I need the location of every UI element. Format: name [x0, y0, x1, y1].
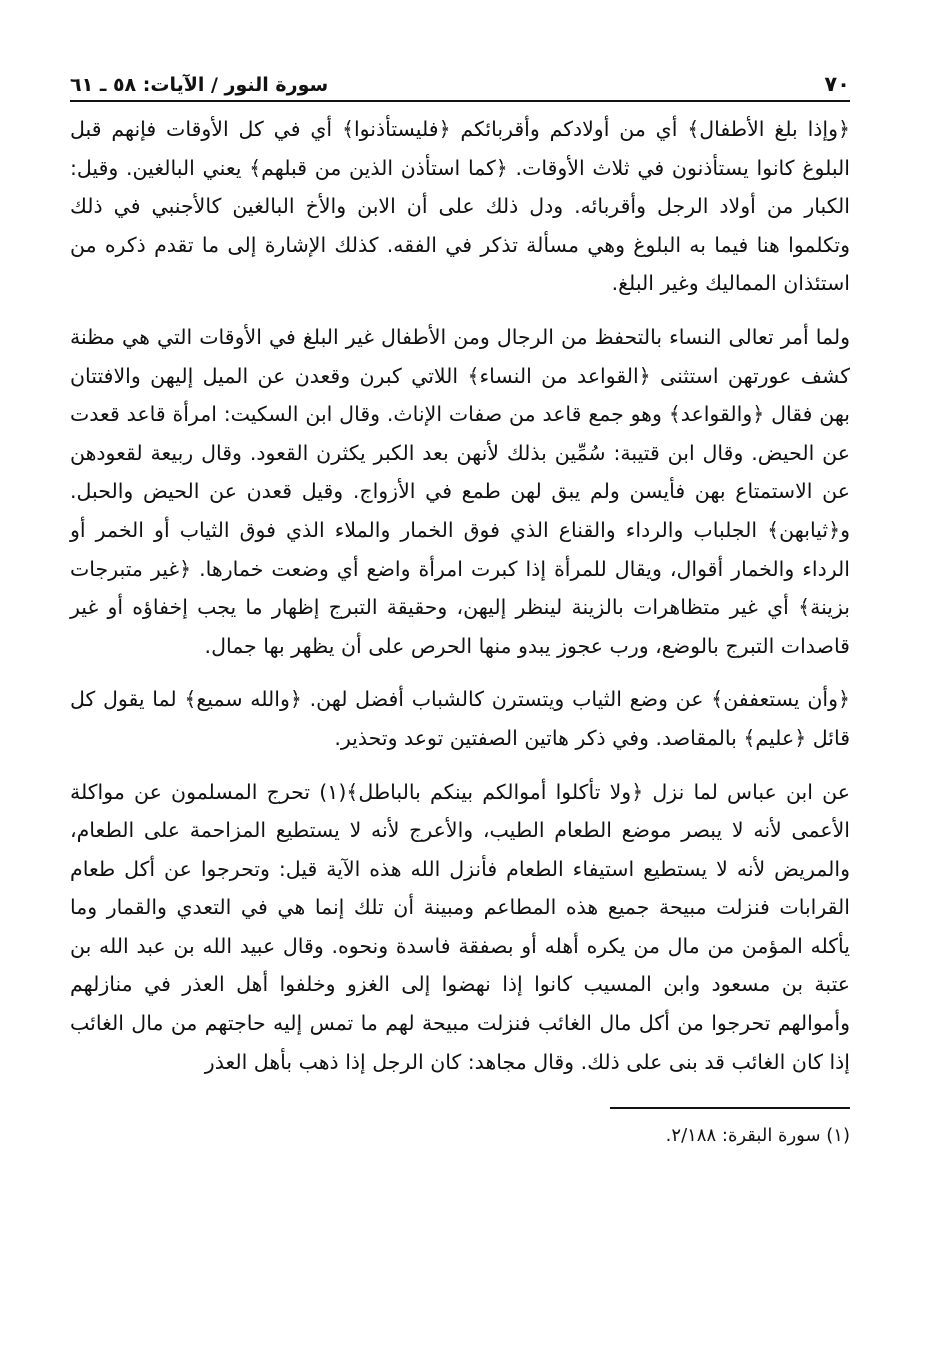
page-number: ٧٠	[824, 72, 850, 96]
footnote: (١) سورة البقرة: ٢/١٨٨.	[665, 1125, 850, 1147]
running-title: سورة النور / الآيات: ٥٨ ـ ٦١	[70, 74, 329, 96]
paragraph-3: ﴿وأن يستعففن﴾ عن وضع الثياب ويتسترن كالشباب أفضل لهن. ﴿والله سميع﴾ لما يقول كل قائل ﴿عليم﴾ بالمقاصد. وفي ذكر هاتين الصفتين توعد وتحذير.	[70, 687, 850, 750]
paragraph-4: عن ابن عباس لما نزل ﴿ولا تأكلوا أموالكم بينكم بالباطل﴾(١) تحرج المسلمون عن مواكلة الأعمى لأنه لا يبصر موضع الطعام الطيب، والأعرج لأنه لا يستطيع المزاحمة على الطعام، والمريض لأنه لا يستطيع استيفاء الطعام فأنزل الله هذه الآية قيل: وتحرجوا عن أكل طعام القرابات فنزلت مبيحة جميع هذه المطاعم ومبينة أن تلك إنما هي في التعدي والقمار وما يأكله المؤمن من مال من يكره أهله أو بصفقة فاسدة ونحوه. وقال عبيد الله بن عبد الله بن عتبة بن مسعود وابن المسيب كانوا إذا نهضوا إلى الغزو وخلفوا أهل العذر في منازلهم وأموالهم تحرجوا من أكل مال الغائب فنزلت مبيحة لهم ما تمس إليه حاجتهم من مال الغائب إذا كان الغائب قد بنى على ذلك. وقال مجاهد: كان الرجل إذا ذهب بأهل العذر	[70, 779, 850, 1074]
footnote-divider	[610, 1107, 850, 1109]
paragraph-1: ﴿وإذا بلغ الأطفال﴾ أي من أولادكم وأقربائكم ﴿فليستأذنوا﴾ أي في كل الأوقات فإنهم قبل البلوغ كانوا يستأذنون في ثلاث الأوقات. ﴿كما استأذن الذين من قبلهم﴾ يعني البالغين. وقيل: الكبار من أولاد الرجل وأقربائه. ودل ذلك على أن الابن والأخ البالغين كالأجنبي في ذلك وتكلموا هنا فيما به البلوغ وهي مسألة تذكر في الفقه. كذلك الإشارة إلى ما تقدم ذكره من استئذان المماليك وغير البلغ.	[70, 117, 850, 296]
running-header	[70, 72, 850, 102]
book-page	[70, 72, 850, 1149]
paragraph-2: ولما أمر تعالى النساء بالتحفظ من الرجال ومن الأطفال غير البلغ في الأوقات التي هي مظنة كشف عورتهن استثنى ﴿القواعد من النساء﴾ اللاتي كبرن وقعدن عن الميل إليهن والافتتان بهن فقال ﴿والقواعد﴾ وهو جمع قاعد من صفات الإناث. وقال ابن السكيت: امرأة قاعد قعدت عن الحيض. وقال ابن قتيبة: سُمِّين بذلك لأنهن بعد الكبر يكثرن القعود. وقال ربيعة لقعودهن عن الاستمتاع بهن فأيسن ولم يبق لهن طمع في الأزواج. وقيل قعدن عن الحيض والحبل. و﴿ثيابهن﴾ الجلباب والرداء والقناع الذي فوق الخمار والملاء الذي فوق الثياب أو الخمر أو الرداء والخمار أقوال، ويقال للمرأة إذا كبرت امرأة واضع أي وضعت خمارها. ﴿غير متبرجات بزينة﴾ أي غير متظاهرات بالزينة لينظر إليهن، وحقيقة التبرج إظهار ما يجب إخفاؤه أو غير قاصدات التبرج بالوضع، ورب عجوز يبدو منها الحرص على أن يظهر بها جمال.	[70, 324, 850, 658]
